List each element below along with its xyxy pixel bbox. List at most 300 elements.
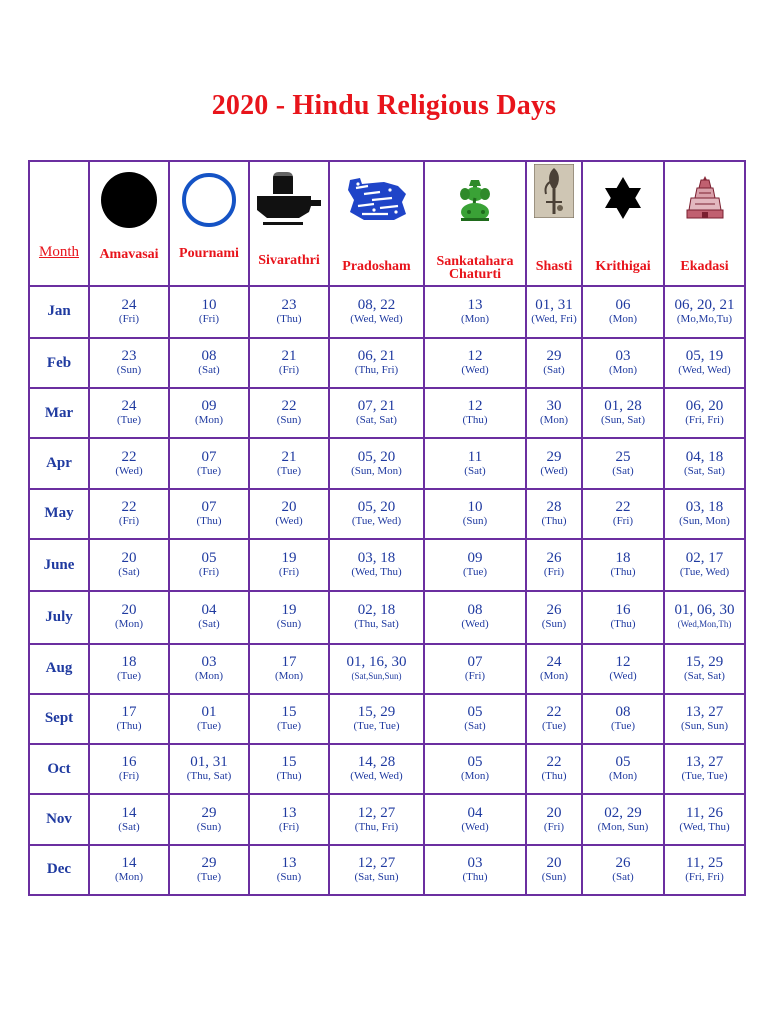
date-cell — [169, 388, 249, 438]
date-value: 11 — [467, 448, 483, 465]
date-cell — [249, 591, 329, 643]
weekday-value: (Tue) — [196, 719, 222, 732]
weekday-value: (Thu) — [196, 514, 222, 527]
weekday-value: (Sun) — [462, 514, 488, 527]
month-cell: May — [29, 489, 89, 539]
date-cell — [169, 644, 249, 694]
month-cell: Aug — [29, 644, 89, 694]
date-cell — [89, 438, 169, 488]
weekday-value: (Thu) — [610, 566, 636, 579]
shiva-lingam-icon — [253, 170, 325, 230]
column-header-sankatahara-chaturti — [424, 161, 526, 286]
date-cell — [249, 845, 329, 895]
date-cell — [664, 845, 745, 895]
date-value: 22 — [546, 703, 562, 720]
date-value: 13 — [281, 854, 297, 871]
date-cell — [89, 644, 169, 694]
date-value: 03, 18 — [357, 550, 396, 567]
weekday-value: (Mon) — [194, 414, 224, 427]
table-row — [29, 845, 745, 895]
date-cell — [169, 338, 249, 388]
date-value: 29 — [546, 448, 562, 465]
weekday-value: (Mon) — [539, 414, 569, 427]
date-cell — [169, 694, 249, 744]
month-cell: June — [29, 539, 89, 591]
date-value: 13, 27 — [685, 754, 724, 771]
date-value: 14 — [121, 854, 137, 871]
table-row — [29, 286, 745, 338]
date-value: 01 — [201, 703, 217, 720]
weekday-value: (Sat, Sun) — [354, 870, 399, 883]
weekday-value: (Mon) — [194, 669, 224, 682]
weekday-value: (Tue) — [196, 870, 222, 883]
weekday-value: (Sat) — [464, 464, 486, 477]
date-cell — [582, 388, 664, 438]
date-value: 14, 28 — [357, 754, 396, 771]
date-value: 01, 28 — [604, 398, 642, 415]
six-point-star-icon — [599, 174, 647, 222]
month-header — [29, 161, 89, 286]
date-cell — [249, 438, 329, 488]
weekday-value: (Sun, Mon) — [351, 464, 402, 477]
date-cell — [582, 744, 664, 794]
weekday-value: (Thu, Sat) — [186, 770, 232, 783]
weekday-value: (Mon) — [608, 770, 638, 783]
date-cell — [424, 744, 526, 794]
weekday-value: (Mon) — [608, 312, 638, 325]
date-cell — [329, 644, 424, 694]
date-value: 11, 26 — [686, 804, 723, 821]
date-value: 22 — [281, 398, 297, 415]
date-cell — [582, 591, 664, 643]
date-value: 21 — [281, 448, 297, 465]
weekday-value: (Wed) — [461, 364, 489, 377]
weekday-value: (Tue, Wed) — [679, 566, 730, 579]
month-cell: Dec — [29, 845, 89, 895]
column-header-label: Pournami — [179, 246, 239, 261]
table-row — [29, 794, 745, 844]
date-cell — [329, 338, 424, 388]
date-cell — [526, 286, 582, 338]
date-value: 29 — [546, 348, 562, 365]
weekday-value: (Fri) — [118, 312, 140, 325]
weekday-value: (Tue) — [116, 414, 142, 427]
weekday-value: (Sat, Sat) — [684, 669, 725, 682]
date-value: 13, 27 — [685, 703, 724, 720]
table-row — [29, 438, 745, 488]
header-row — [29, 161, 745, 286]
date-value: 26 — [546, 550, 562, 567]
weekday-value: (Fri) — [278, 820, 300, 833]
date-cell — [664, 591, 745, 643]
date-cell — [169, 591, 249, 643]
date-value: 19 — [281, 550, 297, 567]
weekday-value: (Sun) — [116, 364, 142, 377]
weekday-value: (Mon) — [539, 669, 569, 682]
date-value: 16 — [615, 602, 631, 619]
date-cell — [89, 489, 169, 539]
date-value: 08 — [615, 703, 631, 720]
date-cell — [329, 286, 424, 338]
column-header-shasti — [526, 161, 582, 286]
weekday-value: (Sat, Sat) — [356, 414, 397, 427]
column-header-label: Krithigai — [595, 259, 651, 274]
weekday-value: (Thu) — [610, 618, 636, 631]
weekday-value: (Sat) — [543, 364, 565, 377]
column-header-sivarathri — [249, 161, 329, 286]
date-cell — [582, 438, 664, 488]
weekday-value: (Thu) — [462, 870, 488, 883]
date-cell — [424, 845, 526, 895]
weekday-value: (Tue) — [610, 719, 636, 732]
weekday-value: (Tue) — [196, 464, 222, 477]
weekday-value: (Wed) — [115, 464, 143, 477]
weekday-value: (Wed, Wed) — [350, 312, 403, 325]
weekday-value: (Wed) — [461, 820, 489, 833]
date-value: 20 — [281, 498, 297, 515]
date-cell — [424, 644, 526, 694]
date-value: 11, 25 — [686, 854, 723, 871]
date-cell — [89, 694, 169, 744]
date-value: 09 — [201, 398, 217, 415]
date-cell — [329, 694, 424, 744]
date-cell — [89, 794, 169, 844]
weekday-value: (Sat) — [464, 719, 486, 732]
table-row — [29, 338, 745, 388]
date-value: 15, 29 — [357, 703, 396, 720]
weekday-value: (Wed) — [461, 618, 489, 631]
column-header-label: Ekadasi — [680, 259, 729, 274]
month-cell: Jan — [29, 286, 89, 338]
blue-ring-icon — [179, 170, 239, 230]
table-row — [29, 591, 745, 643]
date-cell — [329, 591, 424, 643]
weekday-value: (Mo,Mo,Tu) — [676, 312, 733, 325]
date-cell — [249, 338, 329, 388]
date-value: 13 — [467, 296, 483, 313]
date-value: 12, 27 — [357, 854, 396, 871]
weekday-value: (Sun) — [196, 820, 222, 833]
weekday-value: (Mon) — [460, 312, 490, 325]
date-cell — [664, 438, 745, 488]
weekday-value: (Tue, Tue) — [681, 770, 728, 783]
vel-spear-icon — [534, 164, 574, 218]
weekday-value: (Sat) — [612, 870, 634, 883]
date-value: 01, 06, 30 — [674, 602, 735, 619]
weekday-value: (Sun) — [276, 870, 302, 883]
date-value: 01, 31 — [190, 754, 228, 771]
date-cell — [169, 438, 249, 488]
column-header-label: Shasti — [535, 259, 573, 274]
date-cell — [169, 539, 249, 591]
date-value: 05 — [467, 754, 483, 771]
date-cell — [424, 338, 526, 388]
month-cell: Feb — [29, 338, 89, 388]
date-cell — [664, 694, 745, 744]
weekday-value: (Mon) — [460, 770, 490, 783]
date-cell — [329, 539, 424, 591]
date-value: 12 — [467, 398, 483, 415]
weekday-value: (Tue) — [541, 719, 567, 732]
weekday-value: (Thu) — [276, 312, 302, 325]
date-value: 23 — [281, 296, 297, 313]
date-cell — [664, 338, 745, 388]
date-value: 02, 18 — [357, 602, 396, 619]
table-row — [29, 744, 745, 794]
date-cell — [329, 489, 424, 539]
date-value: 01, 31 — [535, 296, 573, 313]
column-header-amavasai — [89, 161, 169, 286]
weekday-value: (Sat, Sat) — [684, 464, 725, 477]
date-value: 25 — [615, 448, 631, 465]
date-cell — [582, 694, 664, 744]
date-value: 07 — [201, 498, 217, 515]
date-value: 06, 21 — [357, 348, 396, 365]
date-value: 17 — [121, 703, 137, 720]
date-value: 29 — [201, 854, 217, 871]
date-value: 03, 18 — [685, 498, 724, 515]
weekday-value: (Fri) — [118, 770, 140, 783]
date-value: 03 — [467, 854, 483, 871]
month-cell: July — [29, 591, 89, 643]
weekday-value: (Fri) — [278, 364, 300, 377]
date-value: 05, 19 — [685, 348, 724, 365]
date-value: 12 — [467, 348, 483, 365]
date-value: 15 — [281, 754, 297, 771]
month-cell: Sept — [29, 694, 89, 744]
weekday-value: (Thu) — [541, 770, 567, 783]
date-value: 07 — [201, 448, 217, 465]
month-cell: Mar — [29, 388, 89, 438]
date-cell — [582, 539, 664, 591]
column-header-label: Pradosham — [342, 259, 411, 274]
date-cell — [424, 489, 526, 539]
month-header-label: Month — [38, 244, 79, 260]
weekday-value: (Mon) — [114, 870, 144, 883]
date-value: 20 — [546, 854, 562, 871]
month-cell: Oct — [29, 744, 89, 794]
date-cell — [664, 388, 745, 438]
date-value: 07 — [467, 653, 483, 670]
date-value: 20 — [546, 804, 562, 821]
date-value: 26 — [615, 854, 631, 871]
date-value: 09 — [467, 550, 483, 567]
weekday-value: (Fri) — [464, 669, 486, 682]
date-cell — [526, 338, 582, 388]
date-cell — [424, 438, 526, 488]
date-cell — [664, 489, 745, 539]
date-cell — [329, 845, 424, 895]
table-row — [29, 489, 745, 539]
date-cell — [582, 845, 664, 895]
date-value: 02, 29 — [604, 804, 642, 821]
date-value: 29 — [201, 804, 217, 821]
table-row — [29, 388, 745, 438]
temple-icon — [685, 174, 725, 222]
date-cell — [249, 744, 329, 794]
date-value: 07, 21 — [357, 398, 396, 415]
weekday-value: (Wed, Wed) — [350, 770, 403, 783]
column-header-ekadasi — [664, 161, 745, 286]
weekday-value: (Tue) — [116, 669, 142, 682]
date-value: 24 — [121, 296, 137, 313]
date-cell — [664, 644, 745, 694]
ganesha-icon — [455, 178, 495, 222]
date-value: 20 — [121, 550, 137, 567]
date-value: 08 — [467, 602, 483, 619]
weekday-value: (Thu, Fri) — [354, 364, 399, 377]
weekday-value: (Fri) — [543, 820, 565, 833]
date-value: 01, 16, 30 — [346, 653, 407, 670]
date-cell — [526, 644, 582, 694]
date-cell — [526, 388, 582, 438]
date-cell — [89, 286, 169, 338]
weekday-value: (Sat) — [198, 364, 220, 377]
weekday-value: (Fri, Fri) — [685, 870, 724, 883]
date-value: 03 — [201, 653, 217, 670]
date-value: 08 — [201, 348, 217, 365]
table-row — [29, 644, 745, 694]
date-cell — [526, 539, 582, 591]
weekday-value: (Wed, Fri) — [531, 312, 577, 325]
date-value: 22 — [121, 448, 137, 465]
weekday-value: (Thu) — [541, 514, 567, 527]
date-cell — [169, 286, 249, 338]
date-value: 12 — [615, 653, 631, 670]
date-value: 14 — [121, 804, 137, 821]
table-row — [29, 539, 745, 591]
date-value: 18 — [121, 653, 137, 670]
weekday-value: (Sun) — [276, 414, 302, 427]
date-value: 08, 22 — [357, 296, 396, 313]
date-value: 10 — [201, 296, 217, 313]
weekday-value: (Wed) — [275, 514, 303, 527]
weekday-value: (Tue, Wed) — [351, 514, 402, 527]
date-value: 24 — [121, 398, 137, 415]
weekday-value: (Tue) — [276, 464, 302, 477]
date-cell — [249, 489, 329, 539]
column-header-pradosham — [329, 161, 424, 286]
column-header-krithigai — [582, 161, 664, 286]
weekday-value: (Mon) — [114, 618, 144, 631]
date-cell — [526, 489, 582, 539]
weekday-value: (Thu, Fri) — [354, 820, 399, 833]
date-cell — [582, 794, 664, 844]
weekday-value: (Wed, Thu) — [351, 566, 402, 579]
weekday-value: (Sat) — [612, 464, 634, 477]
weekday-value: (Sun) — [541, 618, 567, 631]
date-cell — [424, 591, 526, 643]
date-value: 10 — [467, 498, 483, 515]
date-cell — [526, 694, 582, 744]
date-cell — [249, 539, 329, 591]
weekday-value: (Sat) — [118, 566, 140, 579]
weekday-value: (Fri) — [278, 566, 300, 579]
date-cell — [424, 388, 526, 438]
date-value: 22 — [121, 498, 137, 515]
weekday-value: (Mon, Sun) — [597, 820, 649, 833]
date-value: 21 — [281, 348, 297, 365]
weekday-value: (Tue) — [462, 566, 488, 579]
date-cell — [526, 794, 582, 844]
weekday-value: (Sat,Sun,Sun) — [351, 670, 402, 681]
date-value: 12, 27 — [357, 804, 396, 821]
date-cell — [582, 644, 664, 694]
date-cell — [89, 539, 169, 591]
weekday-value: (Fri) — [198, 312, 220, 325]
date-cell — [89, 388, 169, 438]
date-value: 15 — [281, 703, 297, 720]
date-cell — [526, 591, 582, 643]
weekday-value: (Wed) — [540, 464, 568, 477]
date-value: 23 — [121, 348, 137, 365]
page-title: 2020 - Hindu Religious Days — [211, 90, 557, 121]
date-cell — [424, 794, 526, 844]
weekday-value: (Sat) — [198, 618, 220, 631]
date-cell — [424, 286, 526, 338]
date-cell — [249, 694, 329, 744]
weekday-value: (Fri) — [118, 514, 140, 527]
month-cell: Nov — [29, 794, 89, 844]
date-value: 05 — [201, 550, 217, 567]
date-value: 06, 20, 21 — [674, 296, 735, 313]
date-value: 05 — [467, 703, 483, 720]
date-value: 13 — [281, 804, 297, 821]
date-value: 30 — [546, 398, 562, 415]
date-cell — [664, 744, 745, 794]
column-header-label: Amavasai — [99, 247, 159, 262]
date-value: 19 — [281, 602, 297, 619]
date-cell — [169, 845, 249, 895]
weekday-value: (Thu, Sat) — [354, 618, 399, 631]
date-cell — [424, 694, 526, 744]
month-cell: Apr — [29, 438, 89, 488]
date-cell — [582, 338, 664, 388]
date-cell — [249, 388, 329, 438]
column-header-label: Sankatahara Chaturti — [436, 254, 514, 282]
date-value: 05, 20 — [357, 498, 396, 515]
date-value: 24 — [546, 653, 562, 670]
date-cell — [664, 286, 745, 338]
date-cell — [664, 794, 745, 844]
date-cell — [169, 489, 249, 539]
date-value: 18 — [615, 550, 631, 567]
weekday-value: (Sun) — [541, 870, 567, 883]
table-row — [29, 694, 745, 744]
weekday-value: (Fri, Fri) — [685, 414, 724, 427]
date-cell — [249, 794, 329, 844]
date-cell — [582, 286, 664, 338]
date-value: 06 — [615, 296, 631, 313]
weekday-value: (Fri) — [198, 566, 220, 579]
weekday-value: (Thu) — [462, 414, 488, 427]
date-value: 28 — [546, 498, 562, 515]
date-cell — [89, 744, 169, 794]
weekday-value: (Sun, Sat) — [601, 414, 645, 427]
date-value: 16 — [121, 754, 137, 771]
weekday-value: (Thu) — [116, 719, 142, 732]
weekday-value: (Mon) — [274, 669, 304, 682]
date-cell — [329, 388, 424, 438]
column-header-pournami — [169, 161, 249, 286]
date-cell — [526, 438, 582, 488]
date-cell — [169, 744, 249, 794]
date-cell — [249, 644, 329, 694]
date-cell — [169, 794, 249, 844]
weekday-value: (Mon) — [608, 364, 638, 377]
date-cell — [89, 338, 169, 388]
date-value: 06, 20 — [685, 398, 724, 415]
